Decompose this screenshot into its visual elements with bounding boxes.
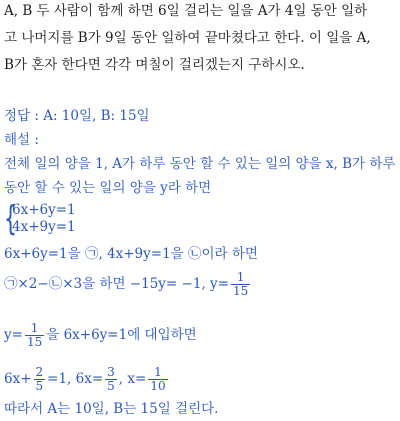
fraction-two-fifths [34, 366, 46, 393]
problem-line-2: 고 나머지를 B가 9일 동안 일하여 끝마쳤다고 한다. 이 일을 A, [4, 30, 371, 46]
fraction-numerator: 1 [154, 365, 162, 379]
fraction-one-tenth [148, 366, 167, 393]
fraction-denominator: 10 [150, 379, 166, 393]
elimination-step [4, 271, 252, 298]
substitution-text: 을 6x+6y=1에 대입하면 [46, 327, 197, 343]
fraction-denominator: 5 [107, 379, 115, 393]
fraction-denominator: 15 [232, 284, 249, 298]
explanation-header: 해설 : [4, 132, 39, 148]
fraction-numerator: 3 [107, 365, 115, 379]
explanation-line-1: 전체 일의 양을 1, A가 하루 동안 할 수 있는 일의 양을 x, B가 하루 [4, 156, 396, 172]
elimination-text: ㉠×2−㉡×3을 하면 −15y= −1, y= [4, 276, 229, 292]
fraction-denominator: 15 [26, 335, 43, 349]
problem-line-3: B가 혼자 한다면 각각 며칠이 걸리겠는지 구하시오. [4, 57, 305, 73]
equation-label-line: 6x+6y=1을 ㉠, 4x+9y=1을 ㉡이라 하면 [4, 246, 258, 262]
x-step-middle-2: , x= [118, 371, 147, 387]
conclusion-line: 따라서 A는 10일, B는 15일 걸린다. [4, 401, 219, 417]
x-solution-step [4, 366, 170, 393]
substitution-step [4, 322, 197, 349]
x-step-middle: =1, 6x= [47, 371, 104, 387]
problem-line-1: A, B 두 사람이 함께 하면 6일 걸리는 일을 A가 4일 동안 일하 [4, 3, 368, 19]
fraction-denominator: 5 [35, 379, 44, 393]
explanation-line-2: 동안 할 수 있는 일의 양을 y라 하면 [4, 180, 212, 196]
substitution-prefix: y= [4, 327, 23, 343]
fraction-three-fifths [105, 366, 117, 393]
system-equation-1: 6x+6y=1 [12, 202, 76, 218]
y-value-fraction [231, 271, 250, 298]
substitution-fraction [25, 322, 44, 349]
fraction-numerator: 2 [35, 365, 44, 379]
fraction-numerator: 1 [30, 321, 39, 335]
fraction-numerator: 1 [236, 270, 245, 284]
brace-symbol: { [4, 199, 17, 239]
system-equation-2: 4x+9y=1 [12, 219, 76, 235]
x-step-prefix: 6x+ [4, 371, 32, 387]
answer-line: 정답 : A: 10일, B: 15일 [4, 108, 150, 124]
